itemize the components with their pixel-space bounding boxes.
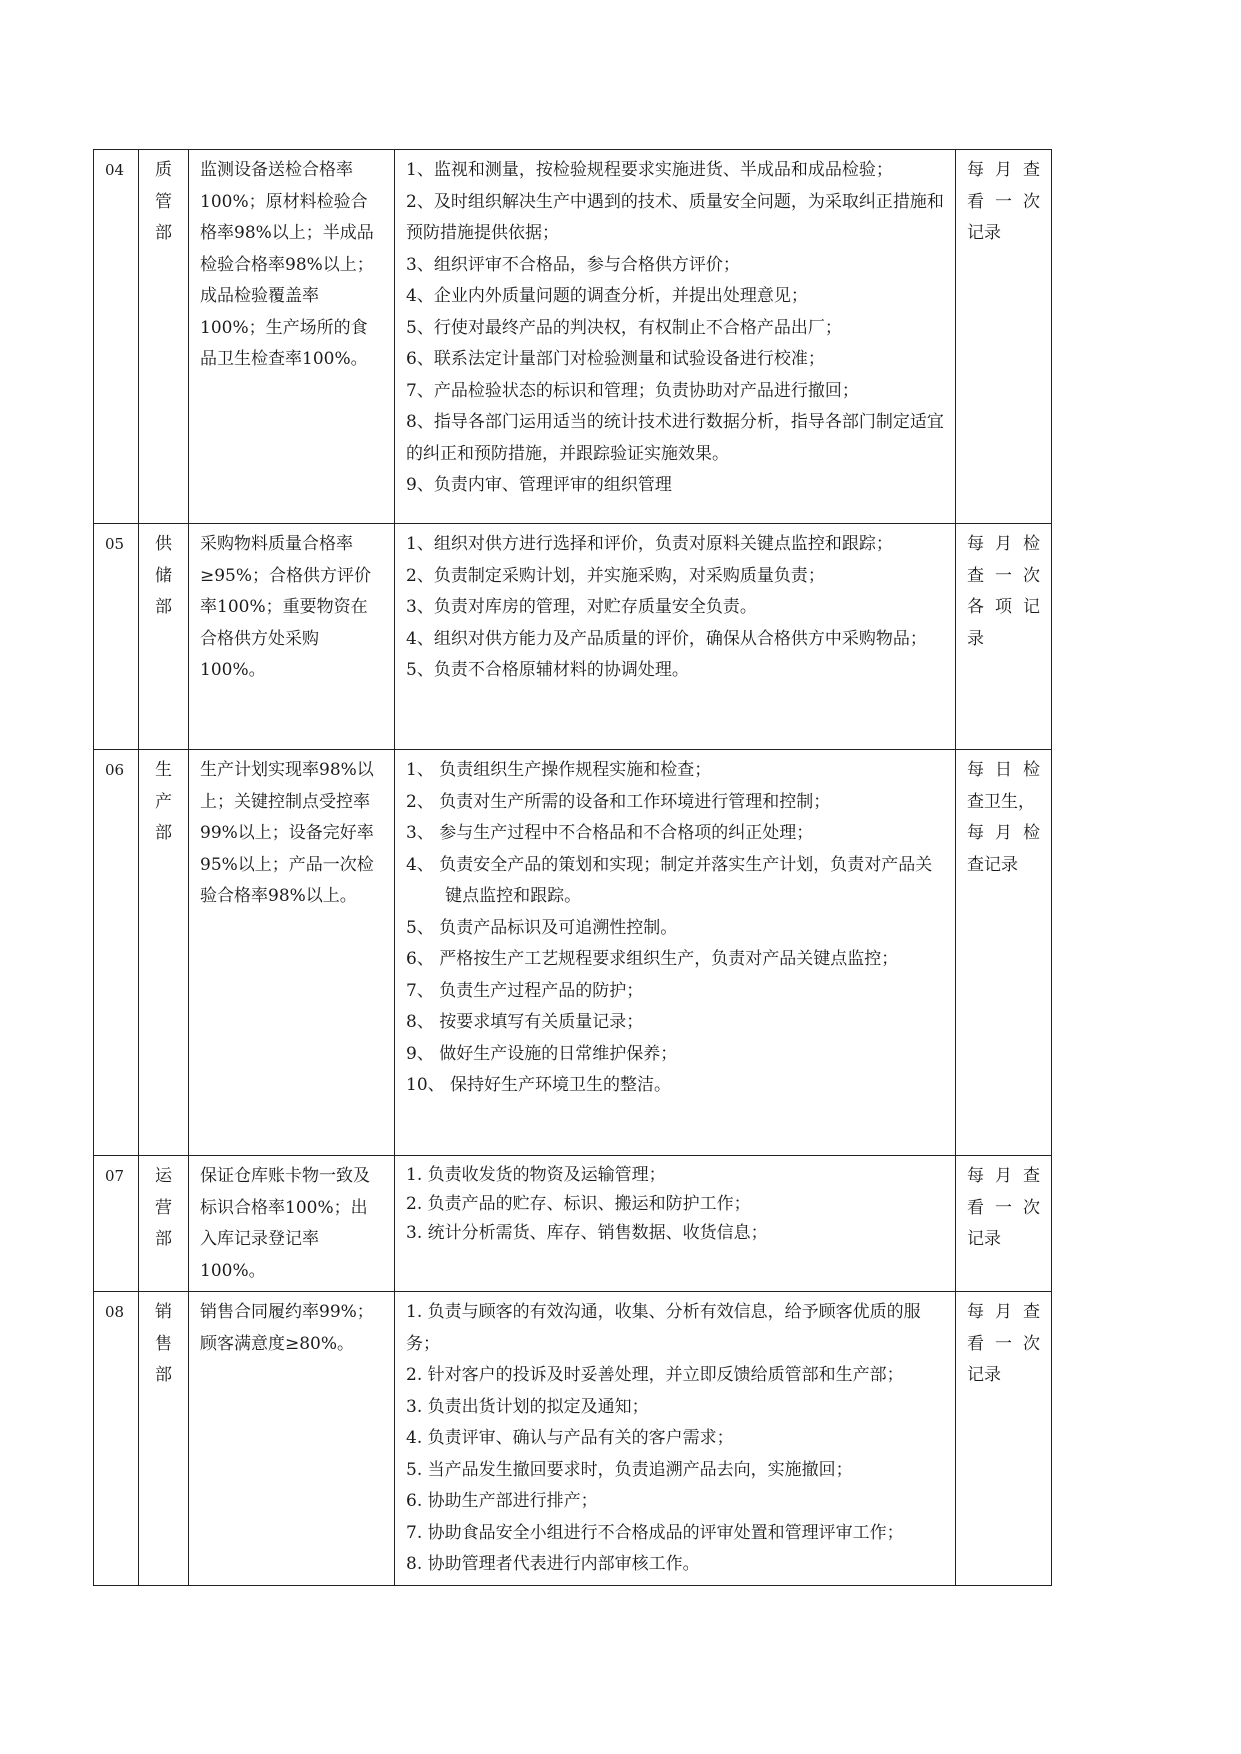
check-frequency bbox=[956, 1292, 1052, 1586]
duty-list bbox=[395, 1156, 956, 1292]
quality-target: 保证仓库账卡物一致及标识合格率100%；出入库记录登记率100%。 bbox=[189, 1156, 395, 1292]
duty-item: 1. 负责收发货的物资及运输管理； bbox=[406, 1165, 666, 1185]
frequency-line: 每 月 查 bbox=[967, 1166, 1040, 1186]
duty-item: 10、 保持好生产环境卫生的整洁。 bbox=[406, 1075, 672, 1095]
check-frequency bbox=[956, 524, 1052, 750]
duty-item: 5. 当产品发生撤回要求时，负责追溯产品去向，实施撤回； bbox=[406, 1459, 853, 1480]
frequency-line: 各 项 记 bbox=[967, 597, 1040, 617]
duty-item: 4、 负责安全产品的策划和实现；制定并落实生产计划，负责对产品关键点监控和跟踪。 bbox=[406, 854, 933, 906]
check-frequency bbox=[956, 750, 1052, 1156]
department-name bbox=[139, 150, 189, 524]
responsibility-table bbox=[93, 149, 1052, 1586]
duty-item: 7. 协助食品安全小组进行不合格成品的评审处置和管理评审工作； bbox=[406, 1522, 904, 1543]
duty-item: 8. 协助管理者代表进行内部审核工作。 bbox=[406, 1554, 700, 1574]
duty-item: 7、 负责生产过程产品的防护； bbox=[406, 980, 644, 1001]
check-frequency bbox=[956, 1156, 1052, 1292]
duty-item: 5、负责不合格原辅材料的协调处理。 bbox=[406, 660, 689, 680]
department-char: 供 bbox=[155, 534, 172, 554]
duty-item: 1、组织对供方进行选择和评价，负责对原料关键点监控和跟踪； bbox=[406, 534, 893, 554]
department-char: 储 bbox=[155, 565, 172, 586]
duty-item: 2、负责制定采购计划，并实施采购，对采购质量负责； bbox=[406, 565, 825, 586]
duty-item: 3、组织评审不合格品，参与合格供方评价； bbox=[406, 254, 740, 275]
duty-item: 9、负责内审、管理评审的组织管理 bbox=[406, 475, 672, 495]
duty-item: 8、 按要求填写有关质量记录； bbox=[406, 1012, 644, 1032]
row-number: 06 bbox=[94, 750, 139, 1156]
department-char: 销 bbox=[155, 1302, 172, 1322]
duty-item: 2. 针对客户的投诉及时妥善处理，并立即反馈给质管部和生产部； bbox=[406, 1365, 904, 1385]
quality-target: 监测设备送检合格率100%；原材料检验合格率98%以上；半成品检验合格率98%以上；成品检验覆盖率100%；生产场所的食品卫生检查率100%。 bbox=[189, 150, 395, 524]
duty-item: 1、 负责组织生产操作规程实施和检查； bbox=[406, 760, 712, 780]
department-char: 产 bbox=[155, 791, 172, 812]
department-name bbox=[139, 1292, 189, 1586]
duty-item: 5、行使对最终产品的判决权，有权制止不合格产品出厂； bbox=[406, 317, 842, 338]
frequency-line: 记录 bbox=[967, 1365, 1001, 1385]
duty-item: 2、及时组织解决生产中遇到的技术、质量安全问题，为采取纠正措施和预防措施提供依据； bbox=[406, 191, 944, 243]
frequency-line: 每 月 查 bbox=[967, 1302, 1040, 1322]
duty-item: 3、负责对库房的管理，对贮存质量安全负责。 bbox=[406, 597, 757, 617]
frequency-line: 看 一 次 bbox=[967, 1197, 1040, 1218]
department-char: 部 bbox=[155, 597, 172, 617]
row-number: 05 bbox=[94, 524, 139, 750]
frequency-line: 查记录 bbox=[967, 854, 1018, 875]
duty-item: 1、监视和测量，按检验规程要求实施进货、半成品和成品检验； bbox=[406, 160, 893, 180]
department-char: 管 bbox=[155, 191, 172, 212]
department-char: 部 bbox=[155, 823, 172, 843]
frequency-line: 每 月 查 bbox=[967, 160, 1040, 180]
duty-item: 2. 负责产品的贮存、标识、搬运和防护工作； bbox=[406, 1194, 751, 1214]
department-char: 部 bbox=[155, 223, 172, 243]
frequency-line: 记录 bbox=[967, 223, 1001, 243]
check-frequency bbox=[956, 150, 1052, 524]
department-char: 生 bbox=[155, 760, 172, 780]
quality-target: 销售合同履约率99%；顾客满意度≥80%。 bbox=[189, 1292, 395, 1586]
duty-list bbox=[395, 524, 956, 750]
duty-item: 2、 负责对生产所需的设备和工作环境进行管理和控制； bbox=[406, 791, 831, 812]
duty-item: 1. 负责与顾客的有效沟通，收集、分析有效信息，给予顾客优质的服务； bbox=[406, 1302, 921, 1354]
duty-item: 6. 协助生产部进行排产； bbox=[406, 1491, 598, 1511]
duty-item: 3、 参与生产过程中不合格品和不合格项的纠正处理； bbox=[406, 823, 814, 843]
table-row bbox=[94, 1156, 1052, 1292]
table-row bbox=[94, 150, 1052, 524]
frequency-line: 看 一 次 bbox=[967, 1333, 1040, 1354]
table-row bbox=[94, 1292, 1052, 1586]
frequency-line: 查卫生， bbox=[967, 791, 1035, 812]
duty-item: 4、组织对供方能力及产品质量的评价，确保从合格供方中采购物品； bbox=[406, 628, 927, 649]
duty-item: 3. 统计分析需货、库存、销售数据、收货信息； bbox=[406, 1223, 768, 1243]
duty-list bbox=[395, 150, 956, 524]
department-char: 运 bbox=[155, 1166, 172, 1186]
department-char: 质 bbox=[155, 160, 172, 180]
duty-item: 3. 负责出货计划的拟定及通知； bbox=[406, 1396, 649, 1417]
frequency-line: 查 一 次 bbox=[967, 565, 1040, 586]
duty-item: 9、 做好生产设施的日常维护保养； bbox=[406, 1043, 678, 1064]
department-char: 营 bbox=[155, 1197, 172, 1218]
quality-target: 生产计划实现率98%以上；关键控制点受控率99%以上；设备完好率95%以上；产品一次检验合格率98%以上。 bbox=[189, 750, 395, 1156]
duty-list bbox=[395, 750, 956, 1156]
duty-item: 4. 负责评审、确认与产品有关的客户需求； bbox=[406, 1428, 734, 1448]
frequency-line: 记录 bbox=[967, 1229, 1001, 1249]
frequency-line: 每 月 检 bbox=[967, 823, 1040, 843]
frequency-line: 每 月 检 bbox=[967, 534, 1040, 554]
department-char: 售 bbox=[155, 1333, 172, 1354]
department-name bbox=[139, 524, 189, 750]
duty-item: 5、 负责产品标识及可追溯性控制。 bbox=[406, 917, 678, 938]
duty-item: 8、指导各部门运用适当的统计技术进行数据分析，指导各部门制定适宜的纠正和预防措施，并跟踪验证实施效果。 bbox=[406, 412, 944, 464]
duty-item: 6、联系法定计量部门对检验测量和试验设备进行校准； bbox=[406, 349, 825, 369]
frequency-line: 看 一 次 bbox=[967, 191, 1040, 212]
duty-list bbox=[395, 1292, 956, 1586]
duty-item: 6、 严格按生产工艺规程要求组织生产，负责对产品关键点监控； bbox=[406, 949, 899, 969]
row-number: 04 bbox=[94, 150, 139, 524]
frequency-line: 录 bbox=[967, 628, 984, 649]
duty-item: 7、产品检验状态的标识和管理；负责协助对产品进行撤回； bbox=[406, 380, 859, 401]
department-name bbox=[139, 1156, 189, 1292]
row-number: 08 bbox=[94, 1292, 139, 1586]
table-row bbox=[94, 524, 1052, 750]
department-char: 部 bbox=[155, 1365, 172, 1385]
quality-target: 采购物料质量合格率≥95%；合格供方评价率100%；重要物资在合格供方处采购100%。 bbox=[189, 524, 395, 750]
row-number: 07 bbox=[94, 1156, 139, 1292]
department-char: 部 bbox=[155, 1229, 172, 1249]
duty-item: 4、企业内外质量问题的调查分析，并提出处理意见； bbox=[406, 286, 808, 306]
department-name bbox=[139, 750, 189, 1156]
frequency-line: 每 日 检 bbox=[967, 760, 1040, 780]
table-row bbox=[94, 750, 1052, 1156]
